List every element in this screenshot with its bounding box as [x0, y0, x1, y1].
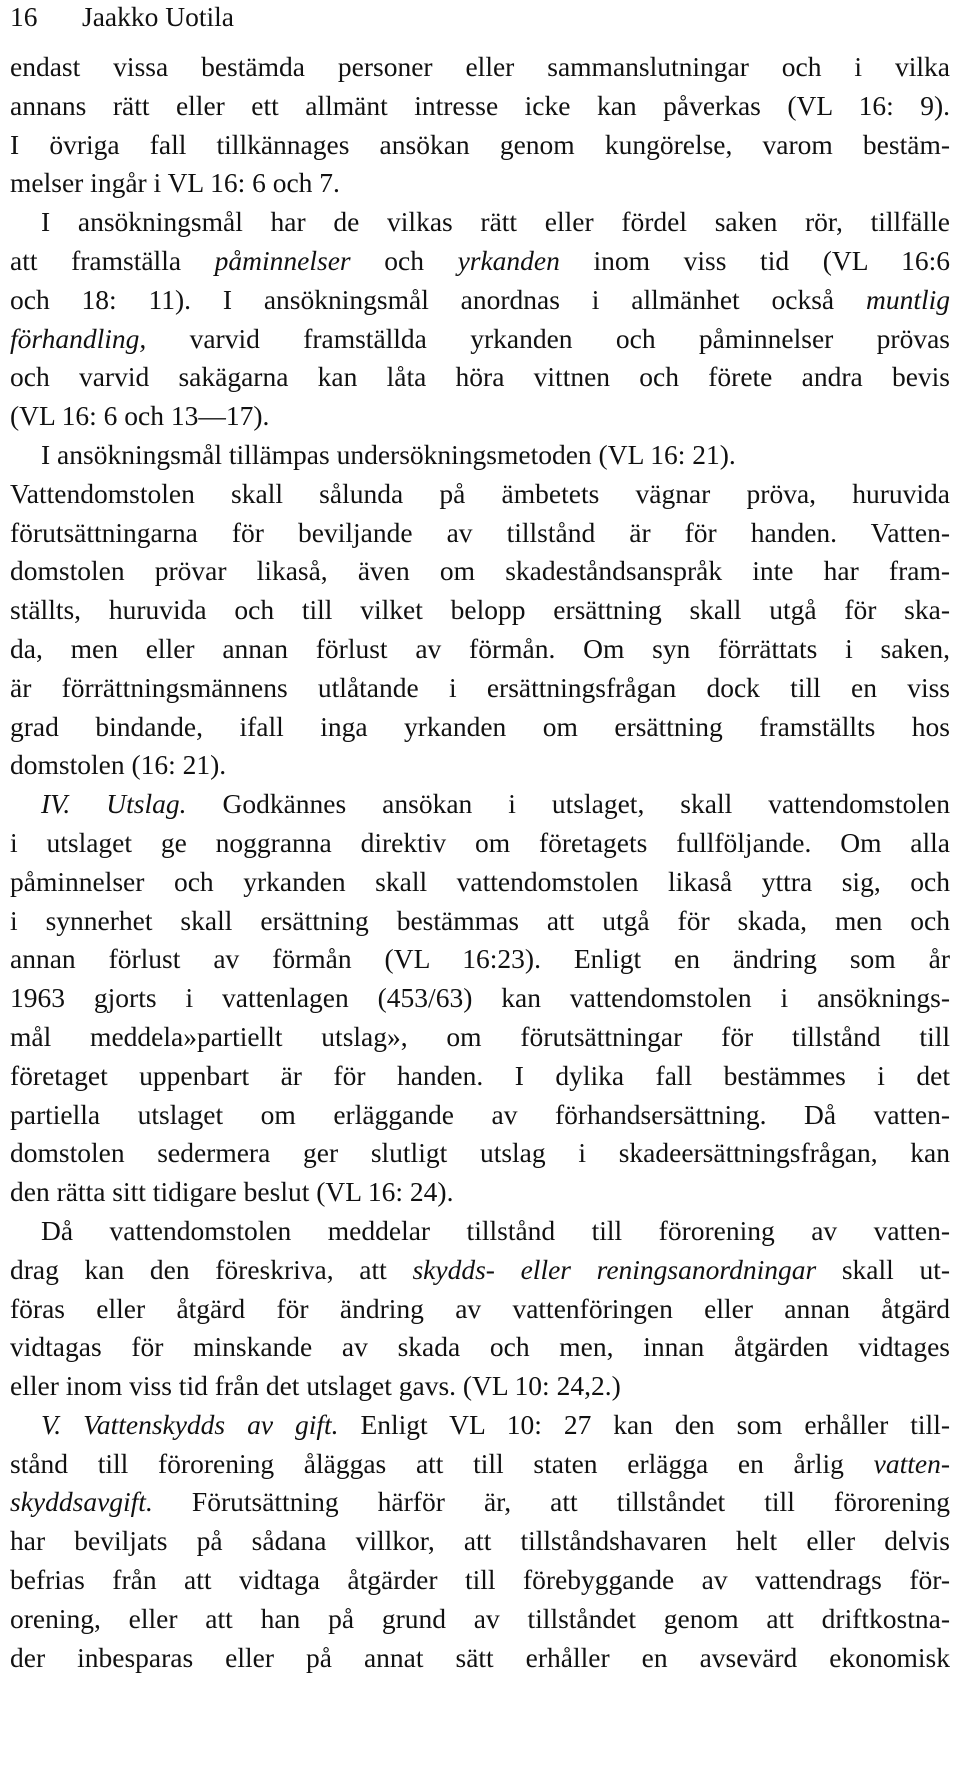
text-run: domstolen (16: 21).: [10, 749, 227, 781]
text-run: vidtagas för minskande av skada och men, innan åtgärden vidtages: [10, 1331, 950, 1363]
text-run: i utslaget ge noggranna direktiv om företagets fullföljande. Om alla: [10, 826, 950, 858]
text-run: endast vissa bestämda personer eller sammanslutningar och i vilka: [10, 51, 950, 82]
text-run: grad bindande, ifall inga yrkanden om ersättning framställts hos: [10, 710, 950, 742]
text-line: [10, 1639, 950, 1678]
text-line: [10, 1406, 950, 1445]
text-run: mål meddela»partiellt utslag», om förutsättningar för tillstånd till: [10, 1020, 950, 1052]
text-line: [10, 1328, 950, 1367]
text-run: ställts, huruvida och till vilket belopp ersättning skall utgå för ska-: [10, 594, 950, 626]
text-run: (VL 16: 6 och 13—17).: [10, 400, 270, 432]
italic-text: skydds- eller reningsanordningar: [412, 1253, 817, 1285]
italic-text: yrkanden: [457, 244, 560, 276]
text-run: att framställa: [10, 244, 215, 276]
text-run: skall ut-: [816, 1253, 950, 1285]
text-run: den rätta sitt tidigare beslut (VL 16: 24).: [10, 1176, 454, 1208]
text-line: [10, 940, 950, 979]
text-run: annans rätt eller ett allmänt intresse icke kan påverkas (VL 16: 9).: [10, 89, 950, 121]
text-line: [10, 1173, 950, 1212]
text-line: [10, 281, 950, 320]
text-run: domstolen sedermera ger slutligt utslag i skadeersättningsfrågan, kan: [10, 1137, 950, 1169]
text-run: och 18: 11). I ansökningsmål anordnas i allmänhet också: [10, 283, 866, 315]
text-line: [10, 242, 950, 281]
text-line: [10, 1483, 950, 1522]
italic-text: vatten-: [873, 1447, 950, 1479]
text-line: [10, 979, 950, 1018]
text-run: inom viss tid (VL 16:6: [559, 244, 950, 276]
text-line: [10, 591, 950, 630]
text-run: der inbesparas eller på annat sätt erhåller en avsevärd ekonomisk: [10, 1641, 950, 1673]
text-line: [10, 1018, 950, 1057]
text-run: har beviljats på sådana villkor, att tillståndshavaren helt eller delvis: [10, 1525, 950, 1557]
text-line: [10, 1251, 950, 1290]
text-run: domstolen prövar likaså, även om skadeståndsanspråk inte har fram-: [10, 555, 950, 587]
text-line: [10, 630, 950, 669]
text-run: melser ingår i VL 16: 6 och 7.: [10, 167, 340, 199]
running-title: Jaakko Uotila: [82, 1, 234, 32]
text-run: drag kan den föreskriva, att: [10, 1253, 413, 1285]
italic-text: muntlig: [865, 283, 950, 315]
text-line: [10, 552, 950, 591]
text-line: [10, 126, 950, 165]
text-line: [10, 1212, 950, 1251]
text-line: [10, 514, 950, 553]
text-run: da, men eller annan förlust av förmån. Om syn förrättats i saken,: [10, 632, 950, 664]
text-line: [10, 669, 950, 708]
text-run: är förrättningsmännens utlåtande i ersättningsfrågan dock till en viss: [10, 671, 950, 703]
text-run: eller inom viss tid från det utslaget gavs. (VL 10: 24,2.): [10, 1370, 621, 1402]
text-run: föras eller åtgärd för ändring av vattenföringen eller annan åtgärd: [10, 1292, 950, 1324]
text-run: I ansökningsmål tillämpas undersökningsmetoden (VL 16: 21).: [41, 438, 736, 470]
text-run: Då vattendomstolen meddelar tillstånd till förorening av vatten-: [41, 1214, 950, 1246]
text-line: [10, 436, 950, 475]
italic-text: skyddsavgift.: [10, 1486, 153, 1518]
text-line: [10, 203, 950, 242]
text-line: [10, 397, 950, 436]
text-line: [10, 902, 950, 941]
text-line: [10, 475, 950, 514]
italic-text: förhandling,: [10, 322, 147, 354]
text-run: Godkännes ansökan i utslaget, skall vattendomstolen: [186, 788, 950, 820]
text-line: [10, 164, 950, 203]
text-line: [10, 1057, 950, 1096]
text-line: [10, 785, 950, 824]
italic-text: V. Vattenskydds av gift.: [41, 1408, 339, 1440]
text-run: i synnerhet skall ersättning bestämmas att utgå för skada, men och: [10, 904, 950, 936]
page-number: 16: [10, 1, 38, 32]
text-line: [10, 824, 950, 863]
italic-text: IV. Utslag.: [41, 788, 187, 820]
text-run: och varvid sakägarna kan låta höra vittnen och förete andra bevis: [10, 361, 950, 393]
text-line: [10, 863, 950, 902]
text-run: befrias från att vidtaga åtgärder till förebyggande av vattendrags för-: [10, 1564, 950, 1596]
text-run: påminnelser och yrkanden skall vattendomstolen likaså yttra sig, och: [10, 865, 950, 897]
text-line: [10, 48, 950, 87]
text-line: [10, 1290, 950, 1329]
text-run: Enligt VL 10: 27 kan den som erhåller till-: [338, 1408, 950, 1440]
text-line: [10, 1445, 950, 1484]
text-run: I ansökningsmål har de vilkas rätt eller fördel saken rör, tillfälle: [41, 206, 950, 238]
text-line: [10, 1367, 950, 1406]
text-run: partiella utslaget om erläggande av förhandsersättning. Då vatten-: [10, 1098, 950, 1130]
text-line: [10, 1600, 950, 1639]
body-text: [10, 48, 950, 1677]
text-line: [10, 1522, 950, 1561]
text-run: Vattendomstolen skall sålunda på ämbetets vägnar pröva, huruvida: [10, 477, 950, 509]
text-run: orening, eller att han på grund av tillståndet genom att driftkostna-: [10, 1602, 950, 1634]
text-run: varvid framställda yrkanden och påminnelser prövas: [146, 322, 950, 354]
text-line: [10, 708, 950, 747]
text-run: stånd till förorening åläggas att till staten erlägga en årlig: [10, 1447, 874, 1479]
text-line: [10, 1096, 950, 1135]
running-header: [10, 0, 234, 34]
text-line: [10, 87, 950, 126]
text-run: Förutsättning härför är, att tillståndet till förorening: [152, 1486, 950, 1518]
text-run: 1963 gjorts i vattenlagen (453/63) kan vattendomstolen i ansöknings-: [10, 982, 950, 1014]
text-run: annan förlust av förmån (VL 16:23). Enligt en ändring som år: [10, 943, 950, 975]
text-run: och: [350, 244, 458, 276]
text-line: [10, 1561, 950, 1600]
text-run: förutsättningarna för beviljande av tillstånd är för handen. Vatten-: [10, 516, 950, 548]
text-line: [10, 358, 950, 397]
text-run: I övriga fall tillkännages ansökan genom kungörelse, varom bestäm-: [10, 128, 950, 160]
text-line: [10, 320, 950, 359]
text-line: [10, 746, 950, 785]
text-line: [10, 1134, 950, 1173]
italic-text: påminnelser: [214, 244, 351, 276]
text-run: företaget uppenbart är för handen. I dylika fall bestämmes i det: [10, 1059, 950, 1091]
